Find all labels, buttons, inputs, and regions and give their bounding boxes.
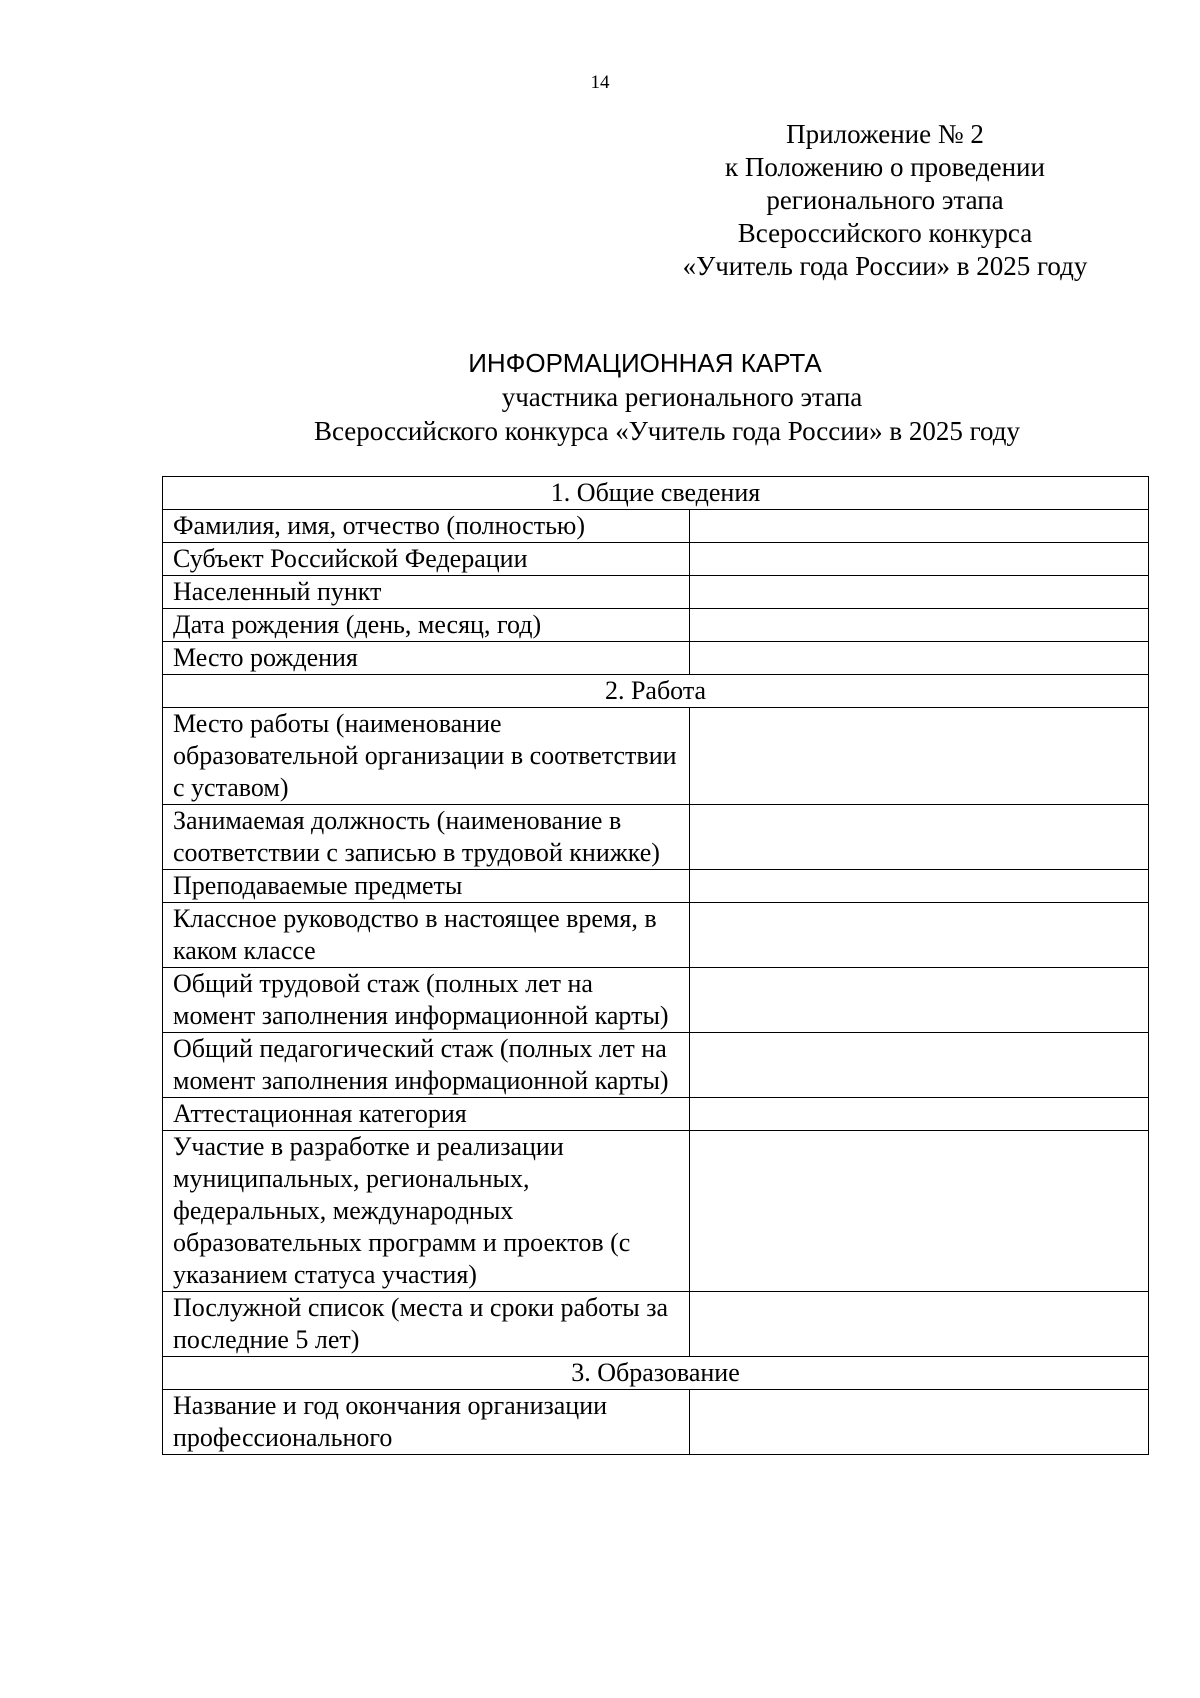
section-heading-work: 2. Работа — [163, 675, 1149, 708]
document-title — [162, 346, 1172, 448]
table-row — [163, 805, 1149, 870]
table-row — [163, 708, 1149, 805]
appendix-line: Всероссийского конкурса — [737, 218, 1033, 248]
field-value-cell[interactable] — [690, 609, 1149, 642]
field-label: Преподаваемые предметы — [163, 870, 690, 903]
field-value-cell[interactable] — [690, 576, 1149, 609]
field-value-cell[interactable] — [690, 1098, 1149, 1131]
field-value-cell[interactable] — [690, 708, 1149, 805]
field-label: Общий педагогический стаж (полных лет на момент заполнения информационной карты) — [163, 1033, 690, 1098]
field-label: Населенный пункт — [163, 576, 690, 609]
table-row — [163, 903, 1149, 968]
section-header-row — [163, 1357, 1149, 1390]
field-label: Классное руководство в настоящее время, в каком классе — [163, 903, 690, 968]
field-label: Дата рождения (день, месяц, год) — [163, 609, 690, 642]
appendix-line: к Положению о проведении — [725, 152, 1045, 182]
field-label: Субъект Российской Федерации — [163, 543, 690, 576]
table-row — [163, 968, 1149, 1033]
field-value-cell[interactable] — [690, 543, 1149, 576]
appendix-line: Приложение № 2 — [786, 119, 984, 149]
field-value-cell[interactable] — [690, 870, 1149, 903]
table-row — [163, 1292, 1149, 1357]
table-row — [163, 1098, 1149, 1131]
title-main: ИНФОРМАЦИОННАЯ КАРТА — [468, 348, 822, 378]
field-value-cell[interactable] — [690, 903, 1149, 968]
field-value-cell[interactable] — [690, 968, 1149, 1033]
table-row — [163, 642, 1149, 675]
title-subtitle: Всероссийского конкурса «Учитель года России» в 2025 году — [313, 416, 1020, 446]
field-label: Название и год окончания организации профессионального — [163, 1390, 690, 1455]
table-row — [163, 543, 1149, 576]
table-row — [163, 1131, 1149, 1292]
appendix-header — [640, 118, 1130, 283]
appendix-line: регионального этапа — [766, 185, 1004, 215]
section-header-row — [163, 675, 1149, 708]
section-heading-education: 3. Образование — [163, 1357, 1149, 1390]
field-value-cell[interactable] — [690, 1131, 1149, 1292]
field-value-cell[interactable] — [690, 805, 1149, 870]
table-row — [163, 870, 1149, 903]
page-number: 14 — [590, 72, 610, 93]
field-label: Послужной список (места и сроки работы за последние 5 лет) — [163, 1292, 690, 1357]
field-label: Аттестационная категория — [163, 1098, 690, 1131]
field-value-cell[interactable] — [690, 1292, 1149, 1357]
table-row — [163, 1390, 1149, 1455]
title-subtitle: участника регионального этапа — [501, 382, 863, 412]
field-label: Общий трудовой стаж (полных лет на момент заполнения информационной карты) — [163, 968, 690, 1033]
field-label: Занимаемая должность (наименование в соответствии с записью в трудовой книжке) — [163, 805, 690, 870]
table-row — [163, 576, 1149, 609]
field-label: Участие в разработке и реализации муниципальных, региональных, федеральных, международных образовательных программ и проектов (с указанием статуса участия) — [163, 1131, 690, 1292]
field-label: Место работы (наименование образовательной организации в соответствии с уставом) — [163, 708, 690, 805]
field-label: Фамилия, имя, отчество (полностью) — [163, 510, 690, 543]
info-card-table — [162, 476, 1149, 1455]
table-row — [163, 609, 1149, 642]
field-value-cell[interactable] — [690, 1033, 1149, 1098]
appendix-line: «Учитель года России» в 2025 году — [682, 251, 1088, 281]
section-header-row — [163, 477, 1149, 510]
field-value-cell[interactable] — [690, 510, 1149, 543]
table-row — [163, 1033, 1149, 1098]
field-value-cell[interactable] — [690, 1390, 1149, 1455]
section-heading-general: 1. Общие сведения — [163, 477, 1149, 510]
field-label: Место рождения — [163, 642, 690, 675]
field-value-cell[interactable] — [690, 642, 1149, 675]
table-row — [163, 510, 1149, 543]
